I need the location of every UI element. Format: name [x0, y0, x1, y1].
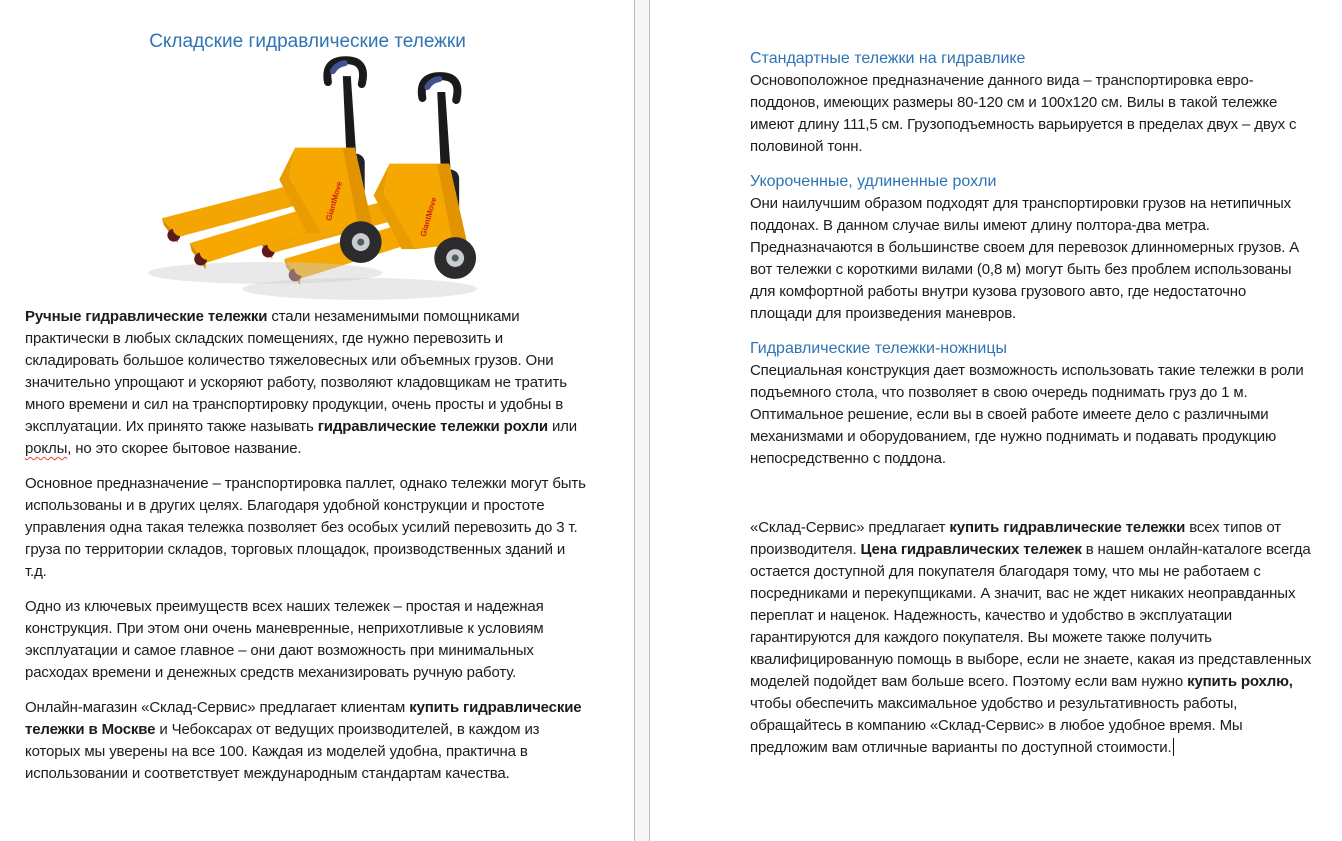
page-divider	[634, 0, 650, 841]
text-run: стали незаменимыми помощниками практически в любых складских помещениях, где нужно перевозить и складировать большое количество тяжеловесных или объемных грузов. Они значительно упрощают и ускоряют работу, позволяют кладовщикам не тратить много времени и сил на транспортировку продукции, очень просты и удобны в эксплуатации. Их принято также называть	[25, 308, 567, 435]
pallet-trucks-photo[interactable]	[148, 56, 486, 300]
text-run: и Чебоксарах от ведущих производителей, в каждом из которых мы уверены на все 100. Каждая из моделей удобна, практична в использовании и соответствует международным стандартам качества.	[25, 721, 540, 782]
text-run: Ручные гидравлические тележки	[25, 308, 268, 325]
page-2-content	[650, 0, 1312, 759]
text-run: гидравлические тележки рохли	[317, 418, 548, 435]
section-heading-short-long[interactable]: Укороченные, удлиненные рохли	[750, 173, 997, 190]
text-run: , но это скорее бытовое название.	[67, 440, 302, 457]
misspelled-word: роклы	[25, 440, 68, 457]
text-run: Онлайн-магазин «Склад-Сервис» предлагает клиентам	[25, 699, 410, 716]
section-heading-scissor[interactable]: Гидравлические тележки-ножницы	[750, 340, 1007, 357]
section-text-short-long[interactable]: Они наилучшим образом подходят для транспортировки грузов на нетипичных поддонах. В данном случае вилы имеют длину полтора-два метра. Предназначаются в большинстве своем для перевозок длинномерных грузов. А вот тележки с короткими вилами (0,8 м) могут быть без проблем использованы для комфортной работы внутри кузова грузового авто, где недостаточно площади для произведения маневров.	[750, 195, 1300, 322]
section-text-standard[interactable]: Основоположное предназначение данного вида – транспортировка евро-поддонов, имеющих размеры 80-120 см и 100х120 см. Вилы в такой тележке имеют длину 111,5 см. Грузоподъемность варьируется в пределах двух – двух с половиной тонн.	[750, 72, 1297, 155]
paragraph-purpose[interactable]: Основное предназначение – транспортировка паллет, однако тележки могут быть использованы и в других целях. Благодаря удобной конструкции и простоте управления одна такая тележка позволяет без особых усилий перевозить до 3 т. груза по территории складов, торговых площадок, производственных зданий и т.д.	[25, 475, 586, 580]
text-run: купить гидравлические тележки в Москве	[25, 699, 582, 738]
section-text-scissor[interactable]: Специальная конструкция дает возможность использовать такие тележки в роли подъемного стола, что позволяет в свою очередь поднимать груз до 1 м. Оптимальное решение, если вы в своей работе имеете дело с различными механизмами и оборудованием, где нужно поднимать и подавать продукцию непосредственно с поддона.	[750, 362, 1304, 467]
page-1-content	[0, 0, 590, 785]
text-run: в нашем онлайн-каталоге всегда остается доступной для покупателя благодаря тому, что мы не работаем с посредниками и перекупщиками. А значит, вас не ждет никаких неоправданных переплат и наценок. Надежность, качество и удобство в эксплуатации гарантируются для каждого покупателя. Вы можете также получить квалифицированную помощь в выборе, если не знаете, какая из представленных моделей подойдет вам больше всего. Поэтому если вам нужно	[750, 541, 1312, 690]
text-run: всех типов от производителя.	[750, 519, 1281, 558]
empty-paragraph[interactable]	[750, 483, 1312, 517]
text-run: купить рохлю,	[1187, 673, 1293, 690]
page-2[interactable]	[650, 0, 1342, 841]
paragraph-final[interactable]	[750, 517, 1312, 759]
text-run: купить гидравлические тележки	[949, 519, 1186, 536]
paragraph-intro[interactable]	[25, 306, 590, 460]
text-run: чтобы обеспечить максимальное удобство и результативность работы, обращайтесь в компанию «Склад-Сервис» в любое удобное время. Мы предложим вам отличные варианты по доступной стоимости.	[750, 695, 1243, 756]
pallet-trucks-illustration	[148, 56, 486, 300]
paragraph-shop[interactable]	[25, 697, 590, 785]
text-run: или	[547, 418, 578, 435]
text-cursor	[1173, 738, 1174, 756]
section-heading-standard[interactable]: Стандартные тележки на гидравлике	[750, 50, 1026, 67]
text-run: Цена гидравлических тележек	[860, 541, 1082, 558]
page-1[interactable]	[0, 0, 634, 841]
text-run: «Склад-Сервис» предлагает	[750, 519, 950, 536]
paragraph-advantages[interactable]: Одно из ключевых преимуществ всех наших тележек – простая и надежная конструкция. При этом они очень маневренные, неприхотливые к условиям эксплуатации и самое главное – они дают возможность при минимальных расходах времени и денежных средств механизировать ручную работу.	[25, 598, 544, 681]
document-title[interactable]: Складские гидравлические тележки	[149, 31, 466, 52]
